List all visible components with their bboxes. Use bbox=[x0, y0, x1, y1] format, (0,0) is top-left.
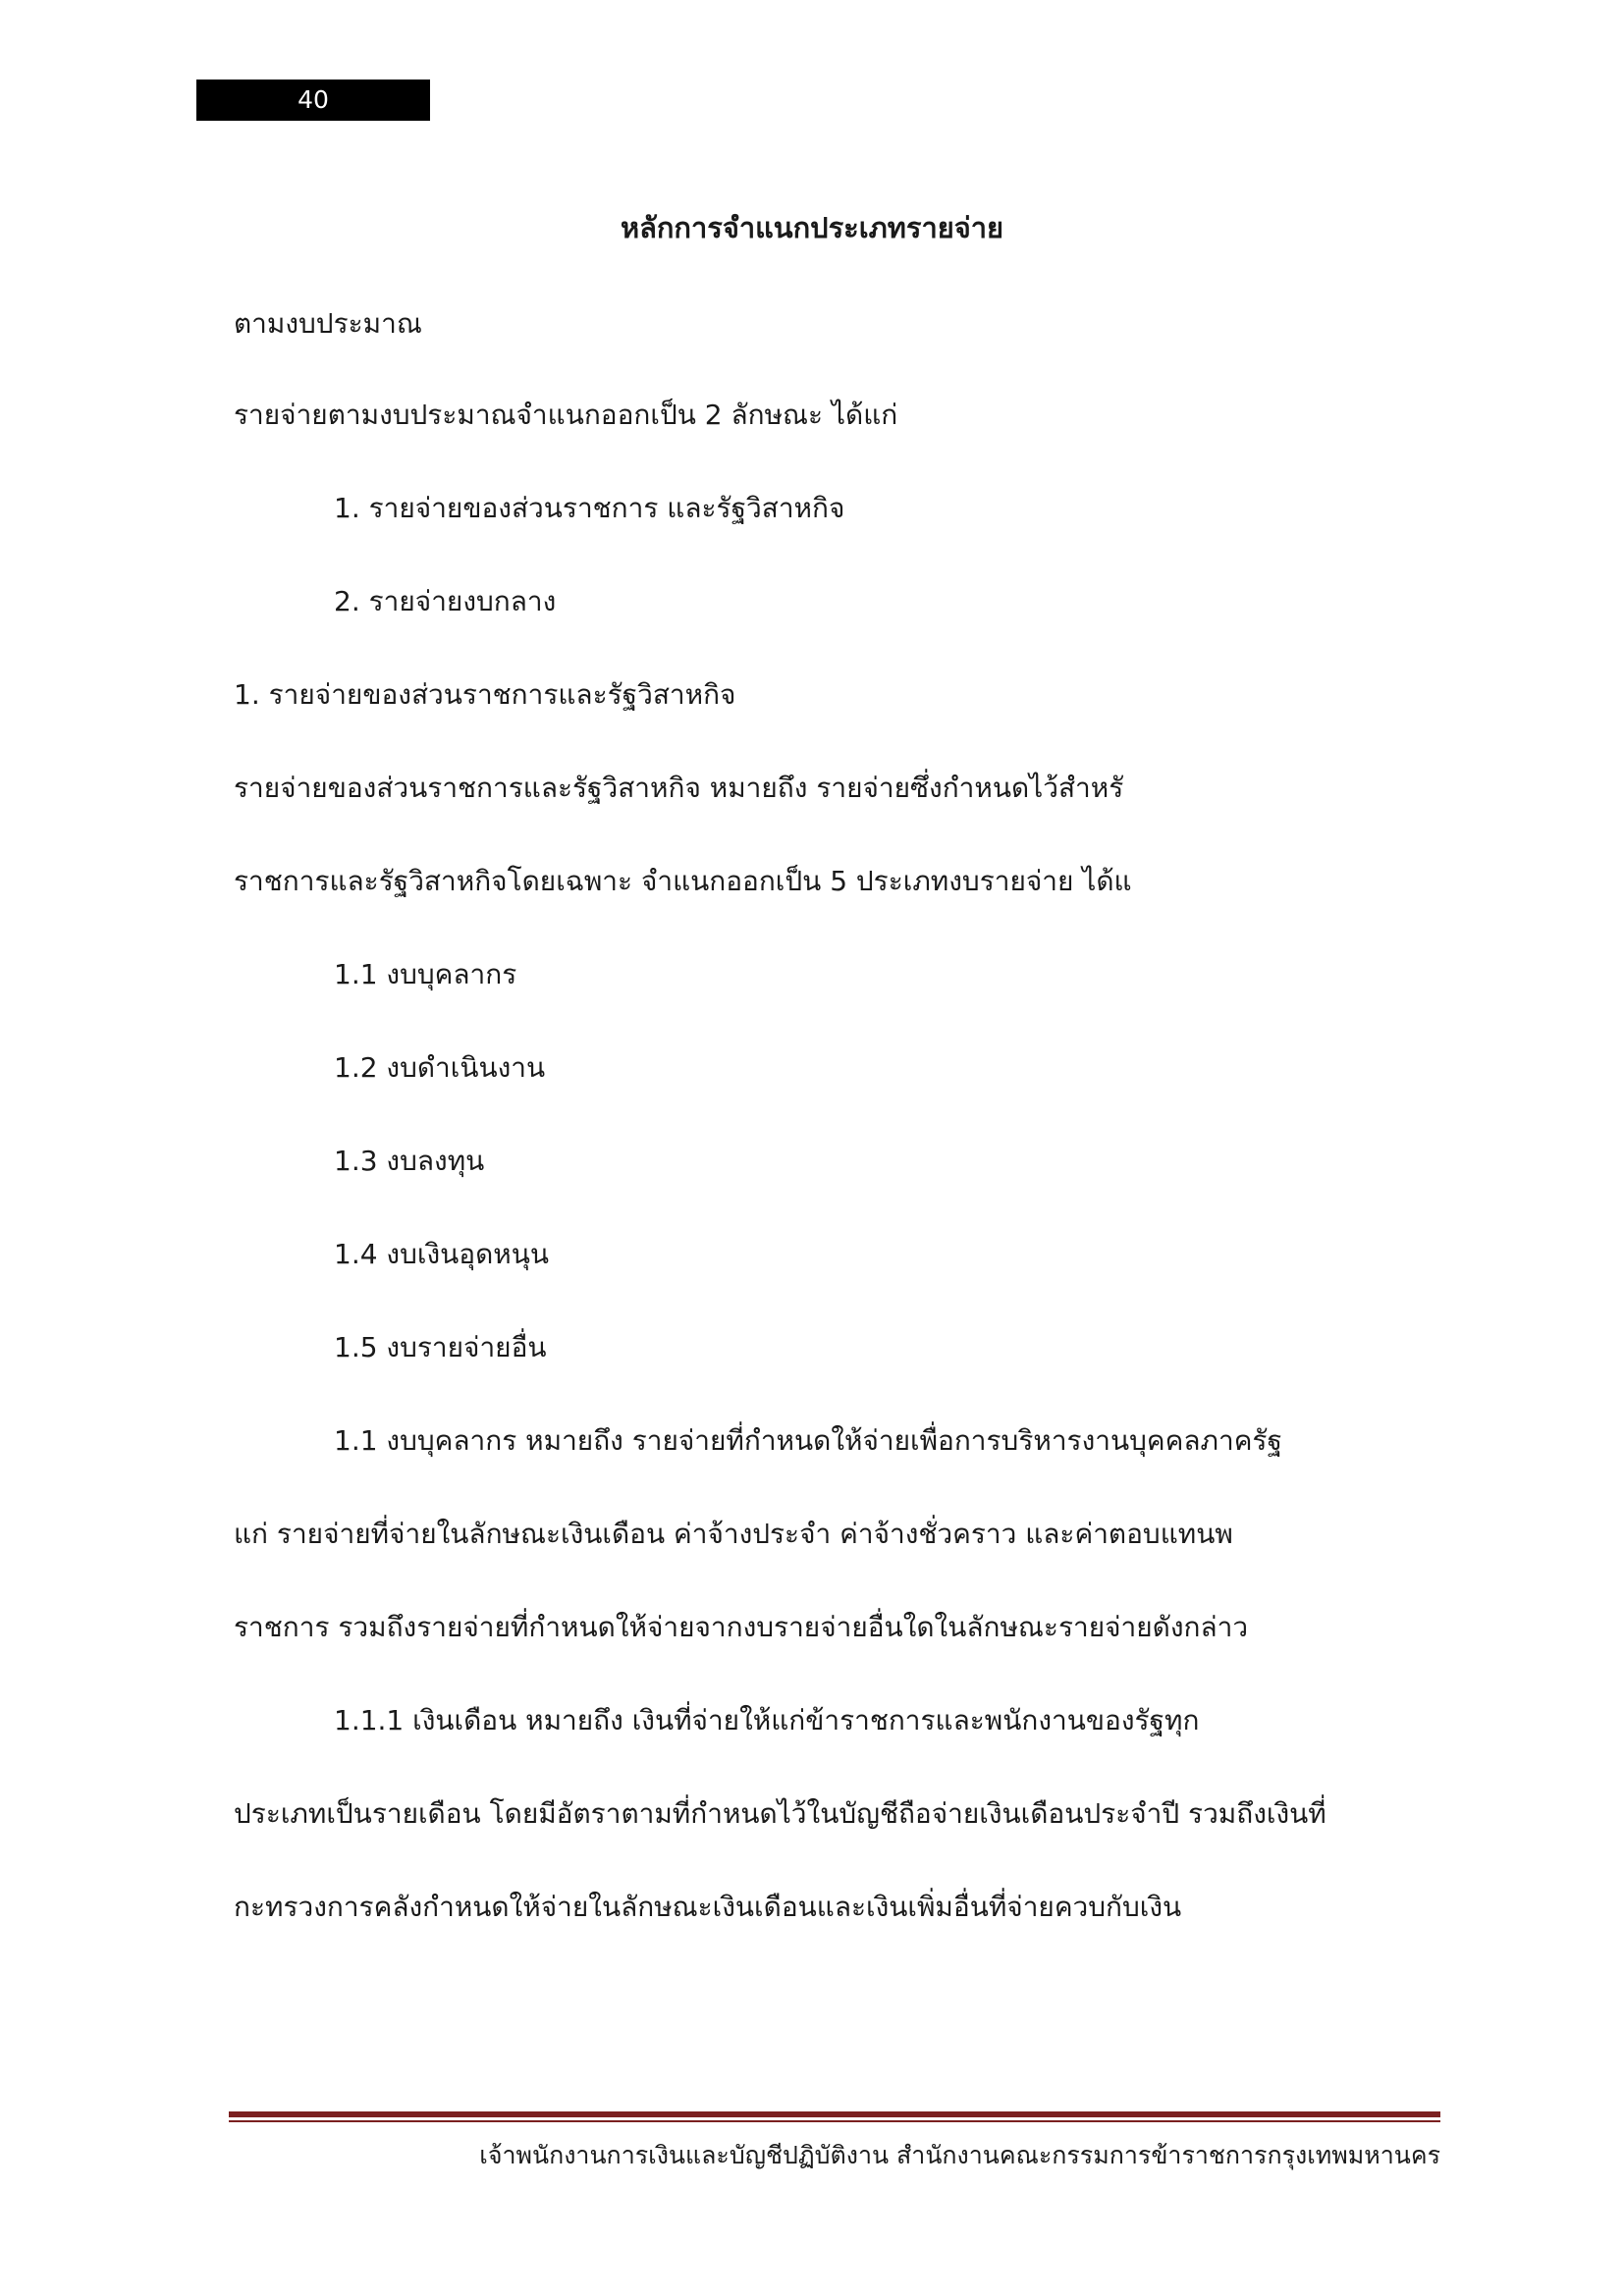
list-item: 1.2 งบดำเนินงาน bbox=[334, 1051, 546, 1084]
list-item: 2. รายจ่ายงบกลาง bbox=[334, 585, 557, 617]
page-number: 40 bbox=[196, 80, 430, 121]
paragraph-line: 1.1 งบบุคลากร หมายถึง รายจ่ายที่กำหนดให้จ่ายเพื่อการบริหารงานบุคคลภาครัฐ bbox=[334, 1424, 1282, 1457]
list-item: 1.3 งบลงทุน bbox=[334, 1145, 485, 1177]
body-line: รายจ่ายตามงบประมาณจำแนกออกเป็น 2 ลักษณะ ได้แก่ bbox=[234, 399, 898, 431]
list-item: 1.4 งบเงินอุดหนุน bbox=[334, 1238, 549, 1270]
list-item: 1.5 งบรายจ่ายอื่น bbox=[334, 1331, 547, 1363]
document-title: หลักการจำแนกประเภทรายจ่าย bbox=[620, 211, 1004, 244]
footer-text: เจ้าพนักงานการเงินและบัญชีปฏิบัติงาน สำนักงานคณะกรรมการข้าราชการกรุงเทพมหานคร bbox=[479, 2141, 1440, 2169]
body-line: ราชการและรัฐวิสาหกิจโดยเฉพาะ จำแนกออกเป็น 5 ประเภทงบรายจ่าย ได้แ bbox=[234, 865, 1132, 897]
list-item: 1. รายจ่ายของส่วนราชการ และรัฐวิสาหกิจ bbox=[334, 492, 845, 524]
body-line: ตามงบประมาณ bbox=[234, 307, 422, 340]
footer-divider-thin bbox=[229, 2120, 1440, 2122]
section-heading: 1. รายจ่ายของส่วนราชการและรัฐวิสาหกิจ bbox=[234, 678, 736, 711]
paragraph-line: กะทรวงการคลังกำหนดให้จ่ายในลักษณะเงินเดือนและเงินเพิ่มอื่นที่จ่ายควบกับเงิน bbox=[234, 1891, 1182, 1923]
body-line: รายจ่ายของส่วนราชการและรัฐวิสาหกิจ หมายถึง รายจ่ายซึ่งกำหนดไว้สำหรั bbox=[234, 772, 1124, 804]
paragraph-line: 1.1.1 เงินเดือน หมายถึง เงินที่จ่ายให้แก่ข้าราชการและพนักงานของรัฐทุก bbox=[334, 1704, 1200, 1736]
list-item: 1.1 งบบุคลากร bbox=[334, 958, 517, 990]
paragraph-line: ประเภทเป็นรายเดือน โดยมีอัตราตามที่กำหนดไว้ในบัญชีถือจ่ายเงินเดือนประจำปี รวมถึงเงินที่ bbox=[234, 1797, 1326, 1830]
footer-divider bbox=[229, 2111, 1440, 2117]
paragraph-line: แก่ รายจ่ายที่จ่ายในลักษณะเงินเดือน ค่าจ้างประจำ ค่าจ้างชั่วคราว และค่าตอบแทนพ bbox=[234, 1518, 1233, 1550]
paragraph-line: ราชการ รวมถึงรายจ่ายที่กำหนดให้จ่ายจากงบรายจ่ายอื่นใดในลักษณะรายจ่ายดังกล่าว bbox=[234, 1611, 1249, 1643]
